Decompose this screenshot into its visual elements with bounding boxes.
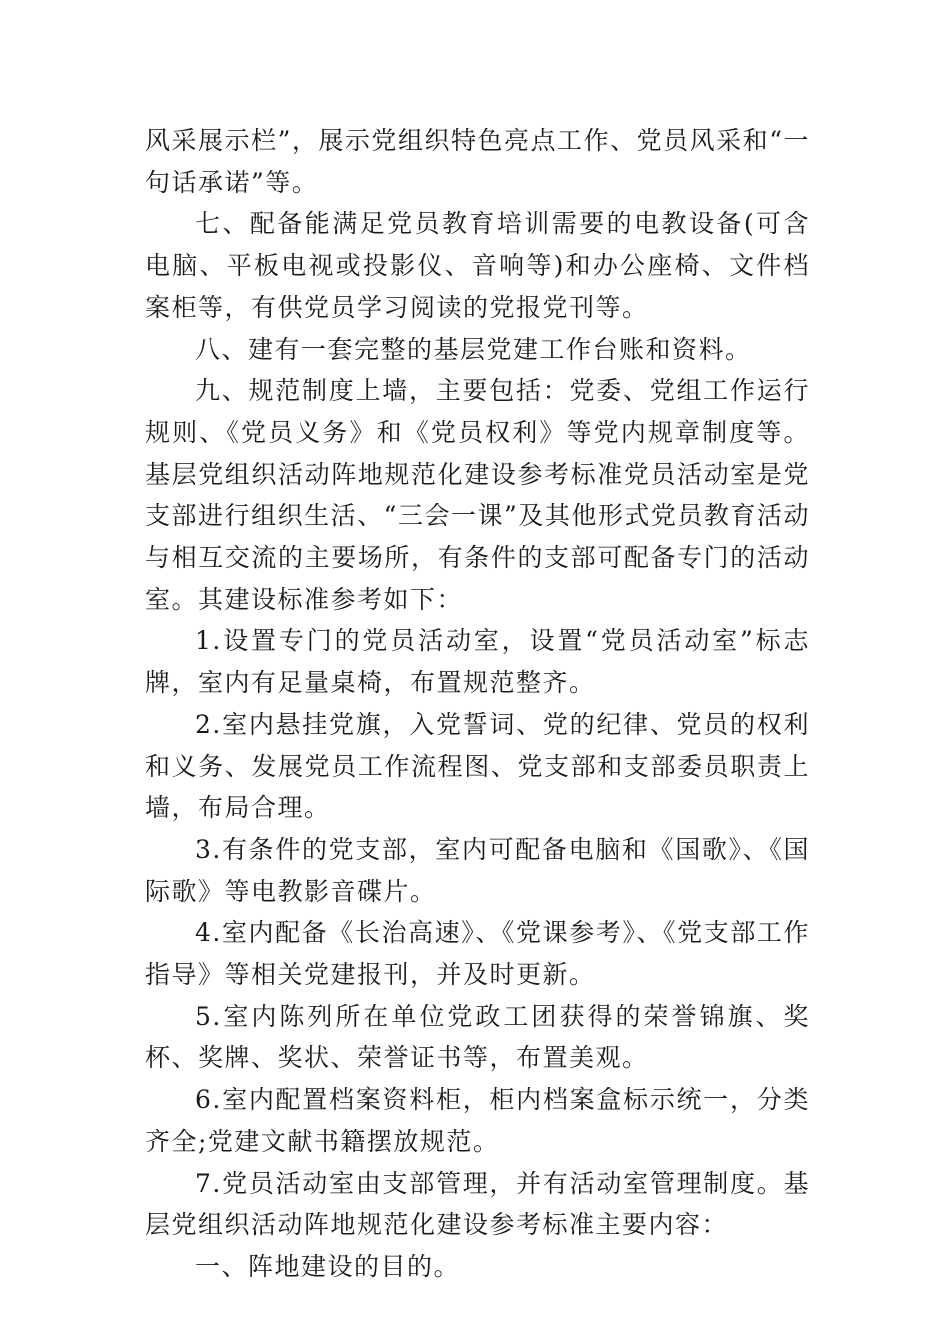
document-body (145, 120, 810, 1288)
paragraph-standard-3: 3.有条件的党支部，室内可配备电脑和《国歌》、《国际歌》等电教影音碟片。 (145, 834, 810, 906)
paragraph-section-one: 一、阵地建设的目的。 (195, 1251, 461, 1281)
paragraph-standard-1: 1.设置专门的党员活动室，设置“党员活动室”标志牌，室内有足量桌椅，布置规范整齐。 (145, 626, 810, 698)
paragraph-standard-5: 5.室内陈列所在单位党政工团获得的荣誉锦旗、奖杯、奖牌、奖状、荣誉证书等，布置美观。 (145, 1001, 810, 1073)
paragraph-standard-2: 2.室内悬挂党旗，入党誓词、党的纪律、党员的权利和义务、发展党员工作流程图、党支部和支部委员职责上墙，布局合理。 (145, 709, 810, 823)
paragraph-item-nine: 九、规范制度上墙，主要包括：党委、党组工作运行规则、《党员义务》和《党员权利》等党内规章制度等。基层党组织活动阵地规范化建设参考标准党员活动室是党支部进行组织生活、“三会一课”及其他形式党员教育活动与相互交流的主要场所，有条件的支部可配备专门的活动室。其建设标准参考如下： (145, 376, 810, 614)
paragraph-continuation: 风采展示栏”，展示党组织特色亮点工作、党员风采和“一句话承诺”等。 (145, 126, 810, 197)
paragraph-standard-4: 4.室内配备《长治高速》、《党课参考》、《党支部工作指导》等相关党建报刊，并及时更新。 (145, 918, 810, 990)
paragraph-standard-6: 6.室内配置档案资料柜，柜内档案盒标示统一，分类齐全;党建文献书籍摆放规范。 (145, 1085, 810, 1156)
paragraph-item-eight: 八、建有一套完整的基层党建工作台账和资料。 (195, 334, 752, 364)
paragraph-standard-7: 7.党员活动室由支部管理，并有活动室管理制度。基层党组织活动阵地规范化建设参考标准主要内容： (145, 1168, 810, 1240)
paragraph-item-seven: 七、配备能满足党员教育培训需要的电教设备(可含电脑、平板电视或投影仪、音响等)和办公座椅、文件档案柜等，有供党员学习阅读的党报党刊等。 (145, 209, 810, 322)
